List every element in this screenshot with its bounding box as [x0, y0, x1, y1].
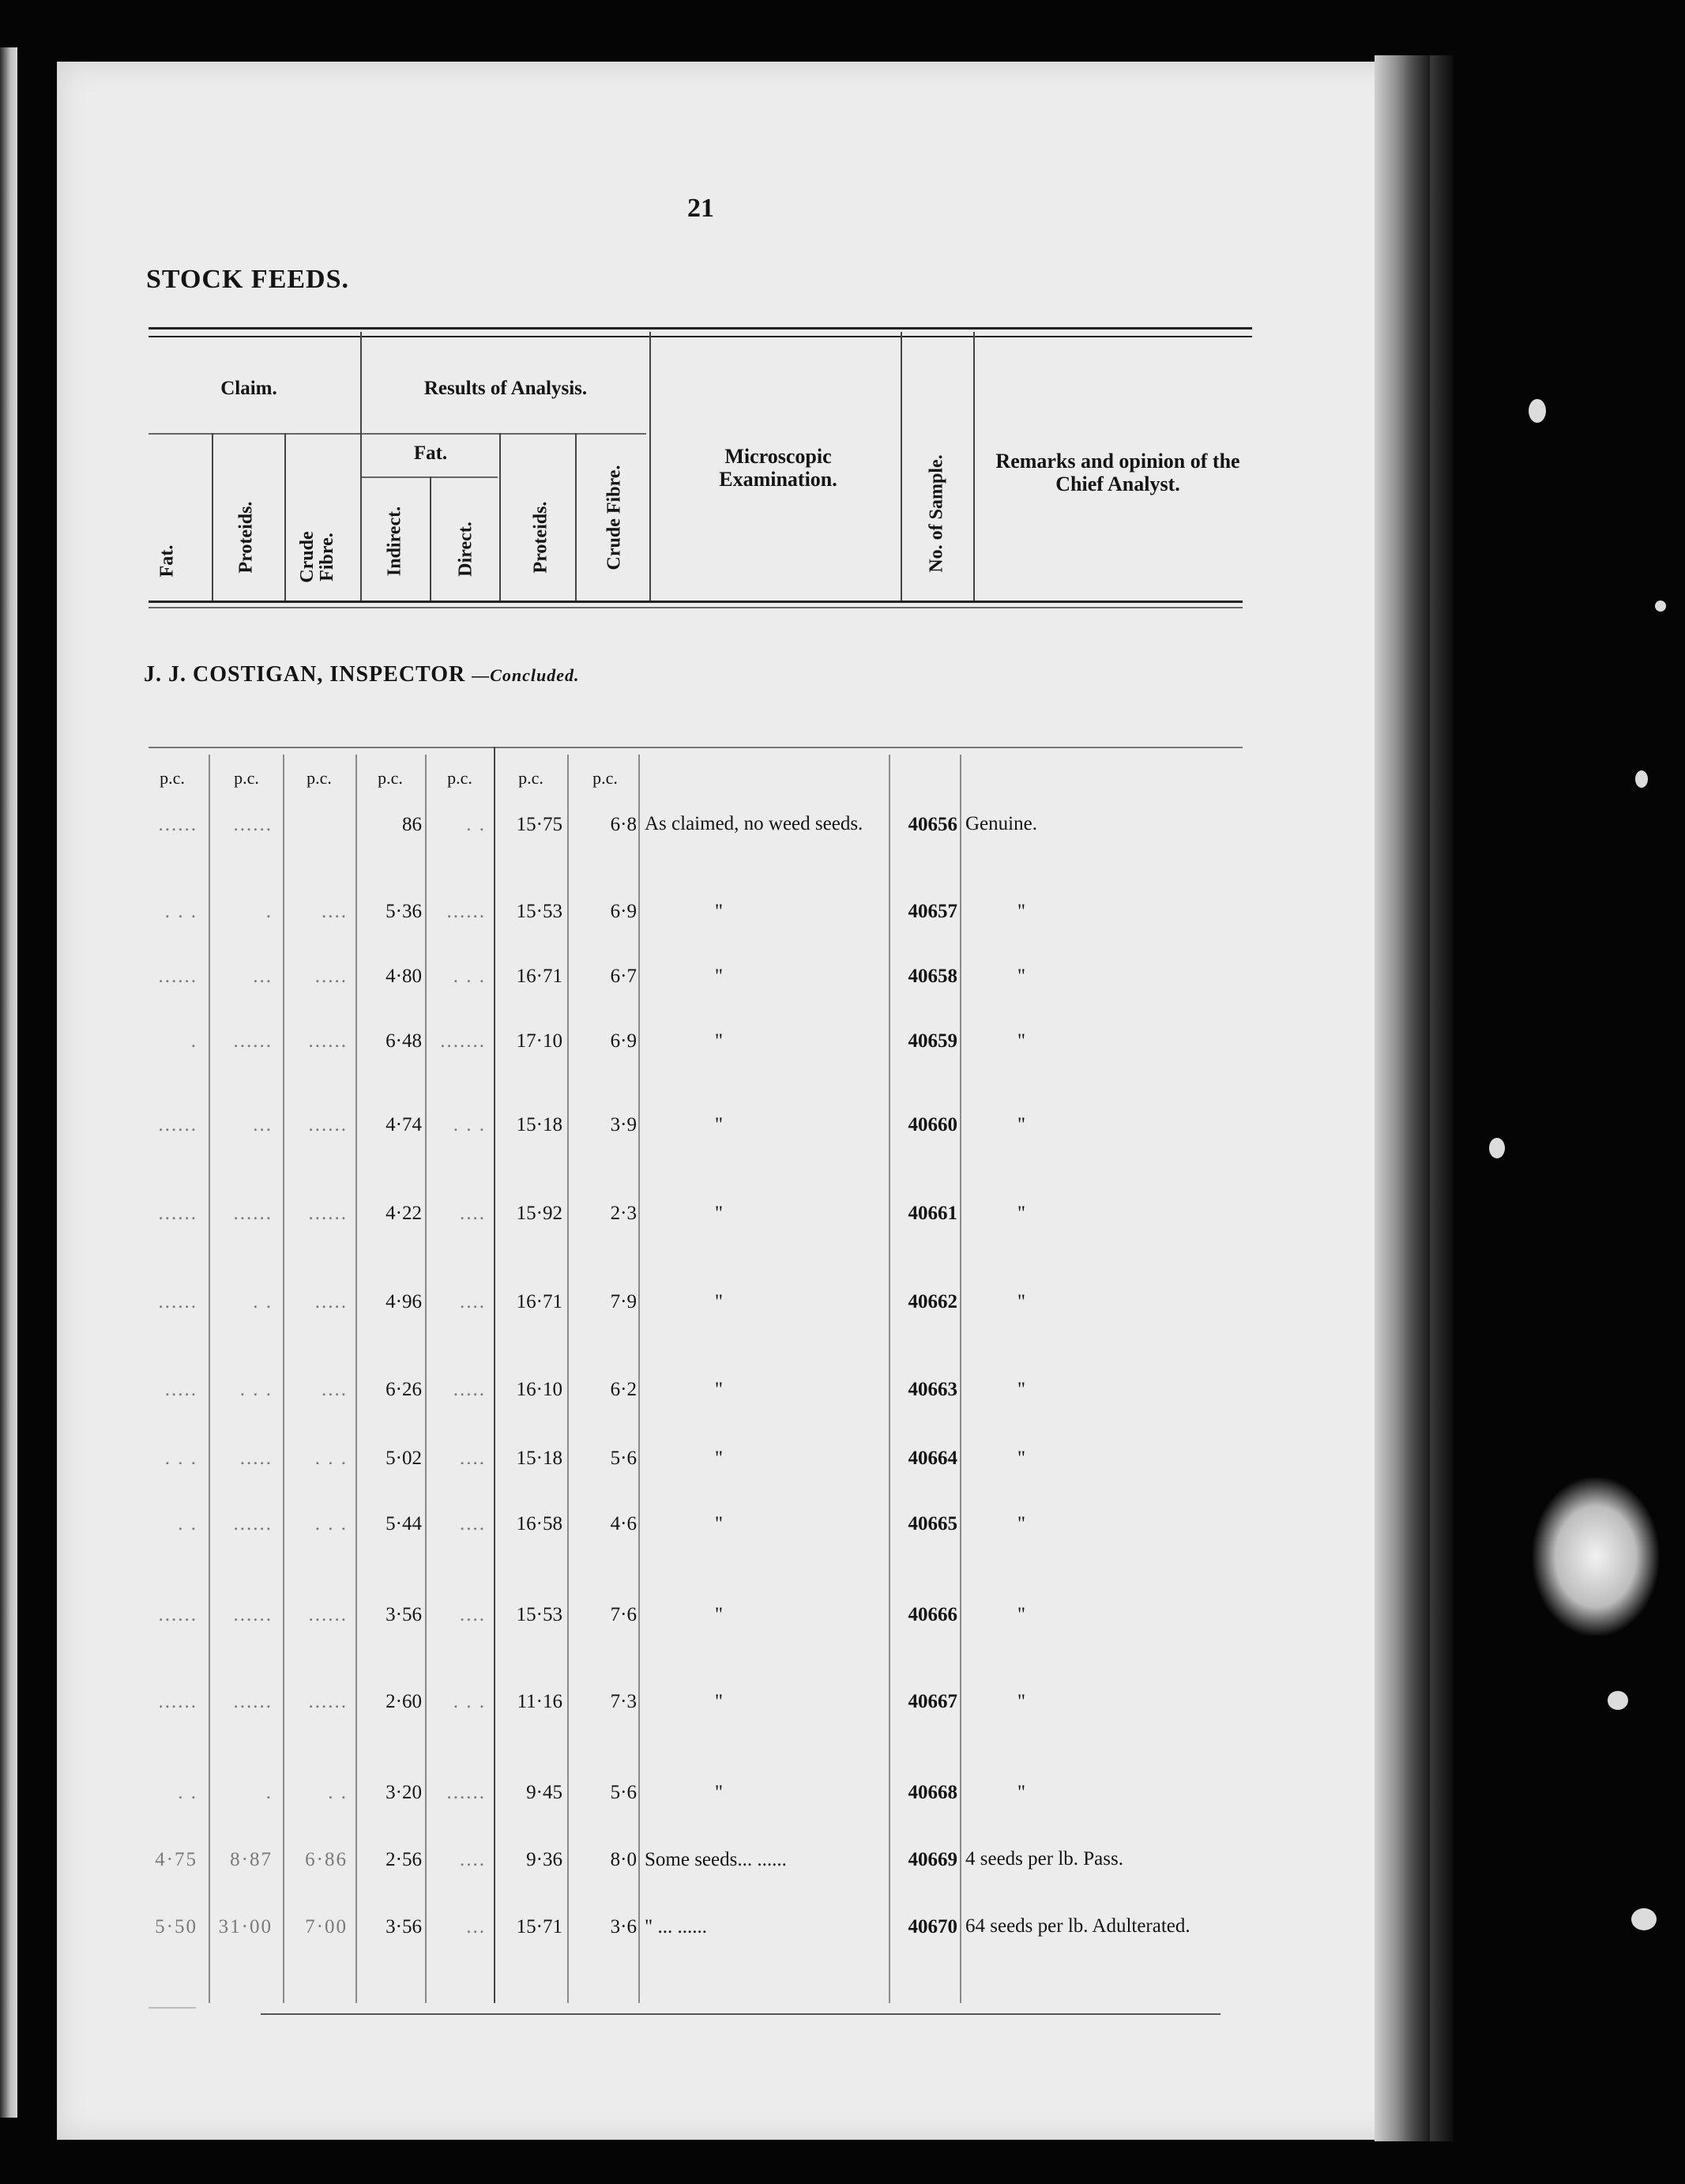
cell-direct: . . .	[453, 966, 486, 987]
cell-claim-fat: . .	[178, 1513, 197, 1534]
body-divider	[425, 755, 427, 2003]
cell-claim-proteids: ......	[233, 1030, 273, 1052]
header-divider	[212, 433, 213, 601]
cell-microscopic: "	[714, 1379, 724, 1400]
unit-label: p.c.	[378, 768, 403, 788]
cell-claim-fibre: ......	[308, 1203, 348, 1224]
cell-claim-fibre: 6·86	[305, 1849, 348, 1870]
unit-label: p.c.	[447, 768, 472, 788]
unit-label: p.c.	[592, 768, 618, 788]
cell-claim-fibre: . .	[328, 1782, 348, 1803]
unit-label: p.c.	[307, 768, 332, 788]
cell-fibre: 4·6	[610, 1513, 637, 1534]
cell-sample: 40658	[908, 966, 957, 987]
cell-claim-proteids: ......	[233, 1203, 273, 1224]
cell-proteids: 11·16	[517, 1691, 562, 1712]
header-divider	[284, 433, 286, 601]
unit-label: p.c.	[518, 768, 543, 788]
cell-fibre: 5·6	[610, 1448, 637, 1469]
body-divider	[889, 755, 890, 2003]
cell-claim-fat: . .	[178, 1782, 197, 1803]
book-spine-shadow	[1430, 55, 1454, 2141]
cell-direct: ....	[460, 1448, 486, 1469]
cell-sample: 40663	[908, 1379, 957, 1400]
cell-proteids: 16·71	[516, 1291, 562, 1312]
book-spine	[1375, 55, 1430, 2141]
cell-sample: 40657	[908, 901, 957, 922]
cell-sample: 40665	[908, 1513, 957, 1534]
cell-indirect: 6·48	[386, 1030, 422, 1052]
cell-claim-proteids: 8·87	[230, 1849, 273, 1870]
cell-direct: ....	[460, 1513, 486, 1534]
cell-claim-proteids: ......	[233, 1691, 273, 1712]
cell-microscopic: As claimed, no weed seeds.	[645, 813, 863, 834]
page-title: STOCK FEEDS.	[146, 265, 350, 294]
cell-direct: ......	[446, 1782, 486, 1803]
cell-indirect: 4·74	[386, 1114, 422, 1135]
cell-proteids: 15·75	[516, 814, 562, 835]
cell-remarks: "	[1017, 1604, 1026, 1625]
cell-sample: 40659	[908, 1030, 957, 1052]
cell-claim-fat: 4·75	[155, 1849, 197, 1870]
cell-direct: ....	[460, 1291, 486, 1312]
book-page	[57, 62, 1426, 2140]
inspector-heading	[144, 662, 580, 687]
cell-sample: 40670	[908, 1916, 957, 1937]
cell-microscopic: "	[714, 1114, 724, 1135]
cell-fibre: 7·3	[610, 1691, 637, 1712]
cell-claim-proteids: . . .	[239, 1379, 273, 1400]
cell-claim-fat: ......	[158, 814, 197, 835]
body-top-rule	[149, 747, 1243, 748]
cell-microscopic: "	[714, 1604, 724, 1625]
cell-microscopic: "	[714, 1691, 724, 1712]
header-claim-proteids: Proteids.	[235, 501, 257, 574]
left-page-edge	[0, 47, 17, 2118]
cell-direct: ....	[460, 1849, 486, 1870]
cell-direct: ....	[460, 1604, 486, 1625]
header-results: Results of Analysis.	[423, 378, 588, 399]
header-bottom-rule	[149, 601, 1243, 603]
page-number: 21	[687, 194, 714, 223]
cell-claim-fat: 5·50	[155, 1916, 197, 1937]
cell-proteids: 15·18	[516, 1114, 562, 1135]
cell-microscopic: " ... ......	[645, 1916, 707, 1937]
header-remarks: Remarks and opinion of the Chief Analyst.	[995, 450, 1240, 495]
cell-proteids: 17·10	[516, 1030, 562, 1052]
unit-label: p.c.	[160, 768, 185, 788]
dust-speck	[1608, 1691, 1628, 1710]
cell-fibre: 2·3	[610, 1203, 637, 1224]
cell-indirect: 4·22	[386, 1203, 422, 1224]
cell-indirect: 6·26	[386, 1379, 422, 1400]
cell-claim-fibre: ......	[308, 1691, 348, 1712]
paper-blotch	[1533, 1478, 1659, 1636]
cell-direct: .....	[453, 1379, 486, 1400]
cell-fibre: 7·6	[610, 1604, 637, 1625]
cell-claim-proteids: . .	[253, 1291, 273, 1312]
cell-fibre: 6·9	[610, 1030, 637, 1052]
cell-microscopic: "	[714, 901, 724, 922]
cell-microscopic: Some seeds... ......	[645, 1849, 787, 1870]
cell-proteids: 9·45	[526, 1782, 562, 1803]
cell-proteids: 15·71	[516, 1916, 562, 1937]
cell-claim-fat: ......	[158, 966, 197, 987]
cell-claim-fat: .	[190, 1030, 197, 1052]
cell-sample: 40661	[908, 1203, 957, 1224]
header-proteids: Proteids.	[530, 501, 551, 574]
header-microscopic: Microscopic Examination.	[719, 445, 837, 491]
header-crude-fibre: Crude Fibre.	[604, 465, 625, 570]
cell-direct: . . .	[453, 1114, 486, 1135]
cell-claim-fat: . . .	[164, 1448, 197, 1469]
cell-claim-fibre: ....	[322, 1379, 348, 1400]
header-direct: Direct.	[455, 522, 476, 577]
header-divider	[649, 332, 651, 601]
cell-claim-fat: ......	[158, 1114, 197, 1135]
cell-microscopic: "	[714, 1448, 724, 1469]
dust-speck	[1655, 601, 1666, 612]
cell-remarks: "	[1017, 1448, 1026, 1469]
cell-indirect: 3·56	[386, 1916, 422, 1937]
cell-proteids: 16·58	[516, 1513, 562, 1534]
cell-indirect: 5·44	[386, 1513, 422, 1534]
inspector-suffix: —Concluded.	[472, 665, 580, 685]
cell-remarks: 4 seeds per lb. Pass.	[965, 1848, 1123, 1870]
cell-indirect: 3·56	[386, 1604, 422, 1625]
cell-indirect: 5·02	[386, 1448, 422, 1469]
cell-indirect: 4·96	[386, 1291, 422, 1312]
cell-claim-fibre: . . .	[314, 1448, 348, 1469]
cell-proteids: 16·10	[516, 1379, 562, 1400]
header-indirect: Indirect.	[384, 506, 405, 577]
cell-claim-proteids: ......	[233, 814, 273, 835]
cell-remarks: 64 seeds per lb. Adulterated.	[965, 1915, 1190, 1937]
cell-remarks: "	[1017, 1513, 1026, 1534]
header-divider	[575, 433, 577, 601]
cell-fibre: 6·9	[610, 901, 637, 922]
cell-proteids: 15·53	[516, 901, 562, 922]
header-fat-group: Fat.	[413, 442, 448, 464]
header-bottom-rule-2	[149, 607, 1243, 608]
cell-sample: 40656	[908, 814, 957, 835]
cell-sample: 40664	[908, 1448, 957, 1469]
cell-sample: 40668	[908, 1782, 957, 1803]
cell-claim-fibre: ......	[308, 1030, 348, 1052]
cell-microscopic: "	[714, 1513, 724, 1534]
cell-microscopic: "	[714, 1030, 724, 1052]
cell-claim-proteids: ......	[233, 1604, 273, 1625]
cell-claim-proteids: ...	[253, 966, 273, 987]
dust-speck	[1631, 1908, 1657, 1930]
cell-claim-fat: ......	[158, 1691, 197, 1712]
cell-sample: 40669	[908, 1849, 957, 1870]
cell-claim-proteids: 31·00	[218, 1916, 273, 1937]
dust-speck	[1489, 1138, 1505, 1158]
header-divider	[901, 332, 902, 601]
header-divider	[973, 332, 975, 601]
cell-claim-fibre: ....	[322, 901, 348, 922]
unit-label: p.c.	[234, 768, 259, 788]
cell-direct: . .	[466, 814, 486, 835]
cell-claim-proteids: ......	[233, 1513, 273, 1534]
cell-remarks: Genuine.	[965, 813, 1037, 834]
cell-sample: 40660	[908, 1114, 957, 1135]
cell-claim-proteids: .	[265, 1782, 273, 1803]
cell-claim-fat: .....	[164, 1379, 197, 1400]
cell-remarks: "	[1017, 1114, 1026, 1135]
header-sample-no: No. of Sample.	[926, 454, 947, 573]
cell-direct: ......	[446, 901, 486, 922]
cell-indirect: 2·60	[386, 1691, 422, 1712]
cell-remarks: "	[1017, 1203, 1026, 1224]
cell-fibre: 6·8	[610, 814, 637, 835]
cell-proteids: 16·71	[516, 966, 562, 987]
cell-claim-fibre: .....	[314, 1291, 348, 1312]
body-divider	[209, 755, 210, 2003]
body-divider	[638, 755, 640, 2003]
cell-direct: ....	[460, 1203, 486, 1224]
header-subrule	[149, 433, 646, 435]
cell-direct: .......	[440, 1030, 486, 1052]
cell-remarks: "	[1017, 1782, 1026, 1803]
cell-remarks: "	[1017, 1691, 1026, 1712]
cell-remarks: "	[1017, 1379, 1026, 1400]
body-divider	[567, 755, 569, 2003]
cell-claim-fat: . . .	[164, 901, 197, 922]
header-divider	[430, 476, 431, 601]
header-claim-fat: Fat.	[156, 544, 178, 578]
cell-proteids: 15·53	[516, 1604, 562, 1625]
cell-claim-fat: ......	[158, 1291, 197, 1312]
cell-fibre: 6·2	[610, 1379, 637, 1400]
header-divider	[360, 332, 362, 601]
cell-fibre: 3·6	[610, 1916, 637, 1937]
body-divider	[283, 755, 284, 2003]
cell-microscopic: "	[714, 1203, 724, 1224]
cell-fibre: 5·6	[610, 1782, 637, 1803]
cell-proteids: 9·36	[526, 1849, 562, 1870]
cell-indirect: 4·80	[386, 966, 422, 987]
cell-sample: 40666	[908, 1604, 957, 1625]
cell-indirect: 5·36	[386, 901, 422, 922]
table-top-rule-2	[149, 336, 1252, 337]
cell-claim-fibre: . . .	[314, 1513, 348, 1534]
cell-sample: 40667	[908, 1691, 957, 1712]
cell-claim-fat: ......	[158, 1203, 197, 1224]
cell-claim-fibre: ......	[308, 1114, 348, 1135]
cell-sample: 40662	[908, 1291, 957, 1312]
cell-indirect: 3·20	[386, 1782, 422, 1803]
cell-claim-proteids: .....	[239, 1448, 273, 1469]
cell-remarks: "	[1017, 901, 1026, 922]
inspector-name: J. J. COSTIGAN, INSPECTOR	[144, 662, 466, 687]
cell-indirect: 2·56	[386, 1849, 422, 1870]
cell-claim-fibre: .....	[314, 966, 348, 987]
header-divider	[499, 433, 501, 601]
cell-remarks: "	[1017, 1291, 1026, 1312]
cell-proteids: 15·18	[516, 1448, 562, 1469]
table-bottom-rule	[261, 2013, 1220, 2015]
body-divider	[960, 755, 961, 2003]
cell-direct: ...	[466, 1916, 486, 1937]
cell-direct: . . .	[453, 1691, 486, 1712]
table-bottom-rule-faint	[149, 2007, 196, 2009]
cell-microscopic: "	[714, 966, 724, 987]
dust-speck	[1635, 770, 1648, 788]
dust-speck	[1529, 399, 1546, 423]
cell-claim-fibre: 7·00	[305, 1916, 348, 1937]
cell-claim-proteids: ...	[253, 1114, 273, 1135]
cell-fibre: 7·9	[610, 1291, 637, 1312]
cell-microscopic: "	[714, 1782, 724, 1803]
cell-claim-fibre: ......	[308, 1604, 348, 1625]
cell-claim-fat: ......	[158, 1604, 197, 1625]
cell-fibre: 3·9	[610, 1114, 637, 1135]
cell-proteids: 15·92	[516, 1203, 562, 1224]
header-claim: Claim.	[220, 378, 277, 399]
cell-remarks: "	[1017, 966, 1026, 987]
cell-remarks: "	[1017, 1030, 1026, 1052]
header-claim-fibre: Crude Fibre.	[296, 531, 337, 583]
body-divider	[355, 755, 357, 2003]
cell-microscopic: "	[714, 1291, 724, 1312]
cell-claim-proteids: .	[265, 901, 273, 922]
table-top-rule	[149, 327, 1252, 329]
body-divider	[494, 747, 495, 2003]
cell-fibre: 6·7	[610, 966, 637, 987]
cell-fibre: 8·0	[610, 1849, 637, 1870]
cell-indirect: 86	[402, 814, 422, 835]
